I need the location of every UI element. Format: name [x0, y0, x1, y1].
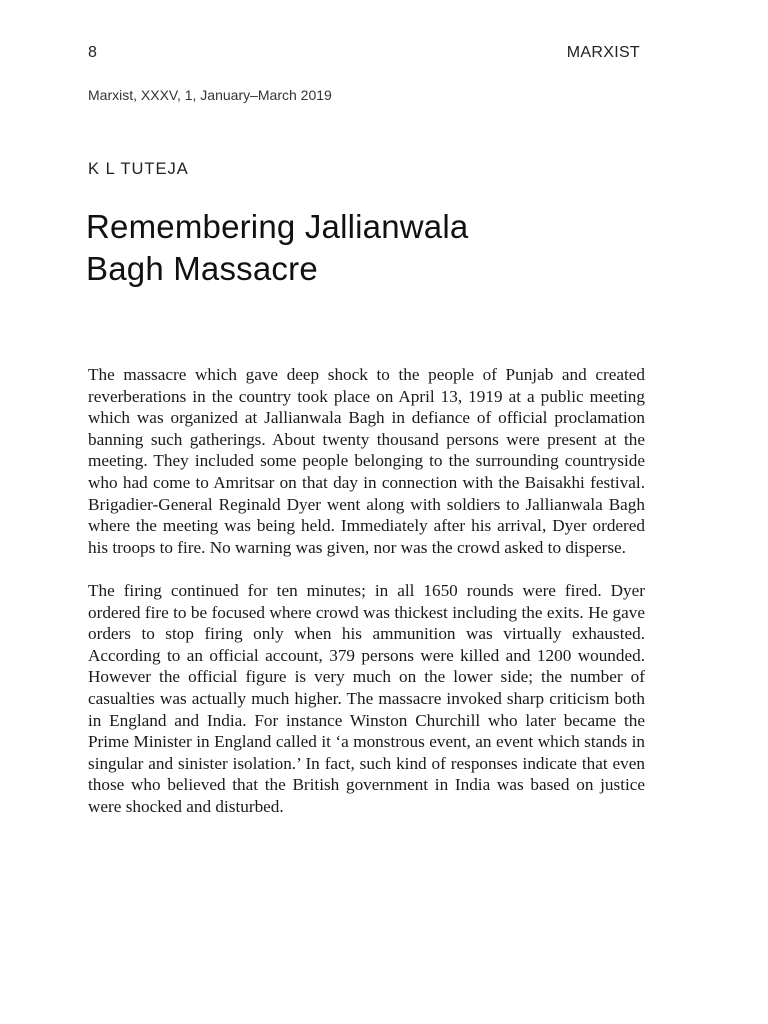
- article-title: [86, 206, 646, 290]
- running-head: [88, 44, 640, 66]
- title-line-2: Bagh Massacre: [86, 250, 318, 287]
- author-name: K L TUTEJA: [88, 160, 189, 178]
- journal-name: MARXIST: [566, 44, 640, 61]
- paragraph-2: The firing continued for ten minutes; in all 1650 rounds were fired. Dyer ordered fire to be focused where crowd was thickest including the exits. He gave orders to stop firing only when his ammunition was virtually exhausted. According to an official account, 379 persons were killed and 1200 wounded. However the official figure is very much on the lower side; the number of casualties was actually much higher. The massacre invoked sharp criticism both in England and India. For instance Winston Churchill who later became the Prime Minister in England called it ‘a monstrous event, an event which stands in singular and sinister isolation.’ In fact, such kind of responses indicate that even those who believed that the British government in India was based on justice were shocked and disturbed.: [88, 580, 645, 816]
- article-body: [88, 364, 645, 839]
- paragraph-1: The massacre which gave deep shock to the people of Punjab and created reverberations in the country took place on April 13, 1919 at a public meeting which was organized at Jallianwala Bagh in defiance of official proclamation banning such gatherings. About twenty thousand persons were present at the meeting. They included some people belonging to the surrounding countryside who had come to Amritsar on that day in connection with the Baisakhi festival. Brigadier-General Reginald Dyer went along with soldiers to Jallianwala Bagh where the meeting was being held. Immediately after his arrival, Dyer ordered his troops to fire. No warning was given, nor was the crowd asked to disperse.: [88, 365, 645, 557]
- citation-line: Marxist, XXXV, 1, January–March 2019: [88, 87, 332, 103]
- title-line-1: Remembering Jallianwala: [86, 208, 469, 245]
- page-number: 8: [88, 44, 98, 61]
